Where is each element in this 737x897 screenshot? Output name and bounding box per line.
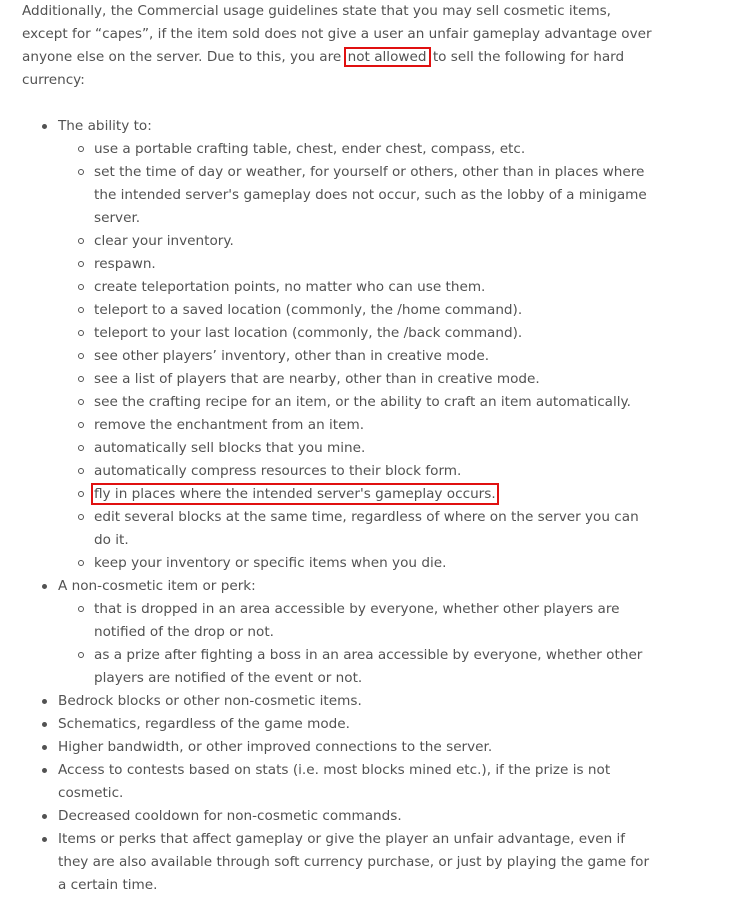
sub-item: keep your inventory or specific items when you die. <box>58 552 652 575</box>
intro-paragraph <box>22 0 652 92</box>
sub-item: automatically compress resources to their block form. <box>58 460 652 483</box>
list-item: Bedrock blocks or other non-cosmetic items. <box>22 690 652 713</box>
sub-item: teleport to a saved location (commonly, the /home command). <box>58 299 652 322</box>
sub-item: respawn. <box>58 253 652 276</box>
sub-item: see other players’ inventory, other than in creative mode. <box>58 345 652 368</box>
sub-item: see a list of players that are nearby, other than in creative mode. <box>58 368 652 391</box>
sub-item: clear your inventory. <box>58 230 652 253</box>
ability-label: The ability to: <box>58 118 152 134</box>
perk-sublist <box>58 598 652 690</box>
highlight-fly: fly in places where the intended server's gameplay occurs. <box>94 486 496 502</box>
highlight-not-allowed: not allowed <box>347 49 427 65</box>
sub-item: remove the enchantment from an item. <box>58 414 652 437</box>
list-item: Decreased cooldown for non-cosmetic commands. <box>22 805 652 828</box>
sub-item: teleport to your last location (commonly, the /back command). <box>58 322 652 345</box>
perk-label: A non-cosmetic item or perk: <box>58 578 256 594</box>
sub-item: create teleportation points, no matter who can use them. <box>58 276 652 299</box>
list-item: Access to contests based on stats (i.e. most blocks mined etc.), if the prize is not cosmetic. <box>22 759 652 805</box>
intro-text-before: Additionally, the Commercial usage guidelines state that you may sell cosmetic items, except for “capes”, if the item sold does not give a user an unfair gameplay advantage over anyone else on the server. Due to this, you are <box>22 3 652 65</box>
list-item: Schematics, regardless of the game mode. <box>22 713 652 736</box>
sub-item: use a portable crafting table, chest, ender chest, compass, etc. <box>58 138 652 161</box>
intro-text-after: to sell the following for hard currency: <box>22 49 625 88</box>
sub-item: set the time of day or weather, for yourself or others, other than in places where the intended server's gameplay does not occur, such as the lobby of a minigame server. <box>58 161 652 230</box>
sub-item: that is dropped in an area accessible by everyone, whether other players are notified of the drop or not. <box>58 598 652 644</box>
restricted-list <box>22 115 652 897</box>
sub-item: as a prize after fighting a boss in an area accessible by everyone, whether other players are notified of the event or not. <box>58 644 652 690</box>
list-item-perk <box>22 575 652 690</box>
sub-item: edit several blocks at the same time, regardless of where on the server you can do it. <box>58 506 652 552</box>
list-item: Higher bandwidth, or other improved connections to the server. <box>22 736 652 759</box>
sub-item: see the crafting recipe for an item, or the ability to craft an item automatically. <box>58 391 652 414</box>
list-item-ability <box>22 115 652 575</box>
list-item: Items or perks that affect gameplay or give the player an unfair advantage, even if they are also available through soft currency purchase, or just by playing the game for a certain time. <box>22 828 652 897</box>
ability-sublist <box>58 138 652 575</box>
sub-item: automatically sell blocks that you mine. <box>58 437 652 460</box>
sub-item-highlighted <box>58 483 652 506</box>
